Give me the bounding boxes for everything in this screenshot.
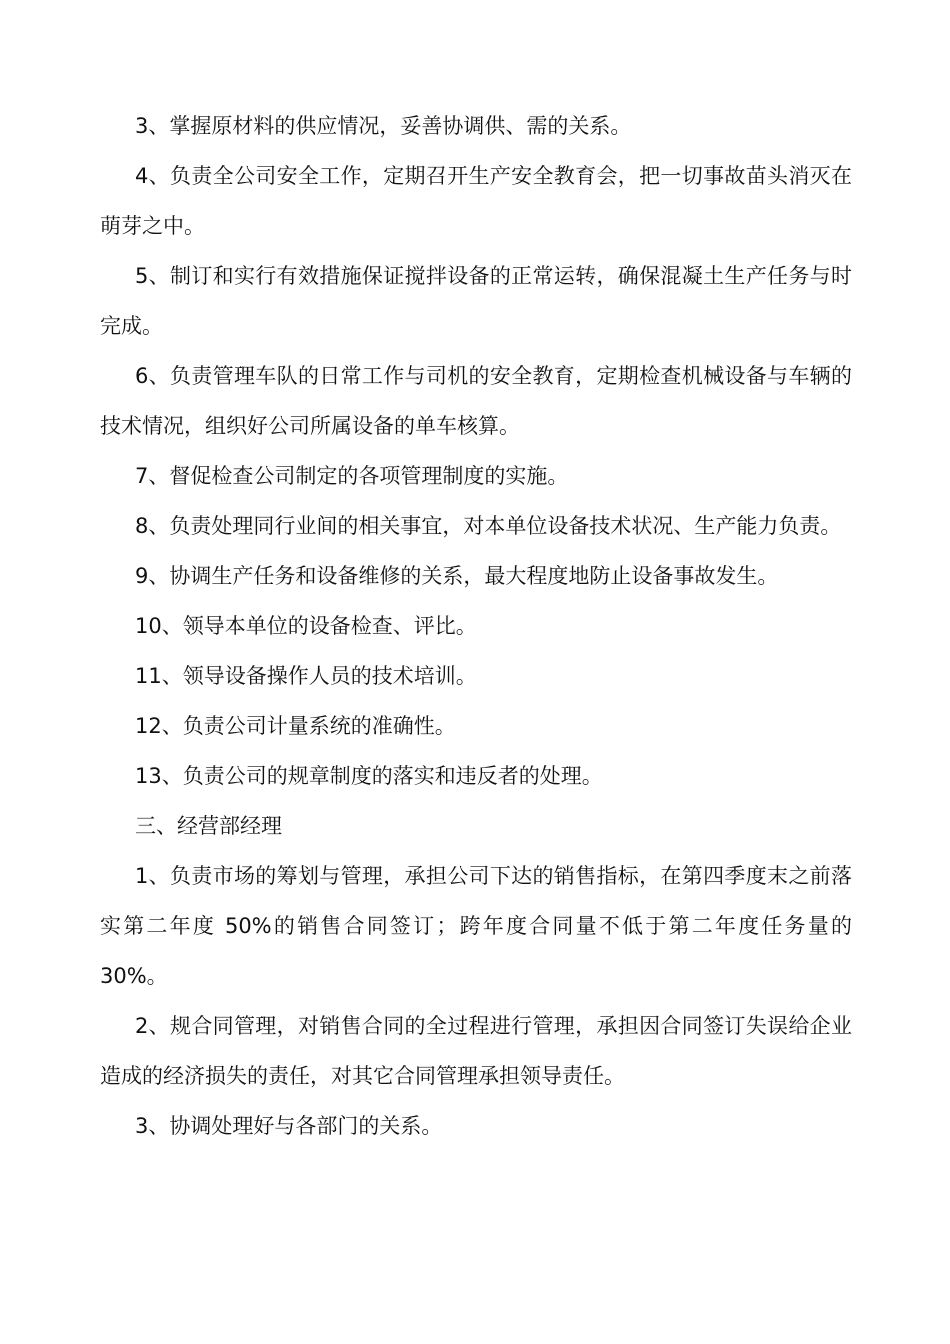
paragraph: 5、制订和实行有效措施保证搅拌设备的正常运转，确保混凝土生产任务与时完成。 — [100, 264, 852, 338]
paragraph: 7、督促检查公司制定的各项管理制度的实施。 — [135, 464, 569, 488]
paragraph: 9、协调生产任务和设备维修的关系，最大程度地防止设备事故发生。 — [135, 564, 779, 588]
paragraph: 11、领导设备操作人员的技术培训。 — [135, 664, 477, 688]
paragraph: 1、负责市场的筹划与管理，承担公司下达的销售指标，在第四季度末之前落实第二年度 50%的销售合同签订；跨年度合同量不低于第二年度任务量的 30%。 — [100, 864, 852, 988]
paragraph: 3、掌握原材料的供应情况，妥善协调供、需的关系。 — [135, 114, 632, 138]
paragraph: 4、负责全公司安全工作，定期召开生产安全教育会，把一切事故苗头消灭在萌芽之中。 — [100, 164, 852, 238]
paragraph: 3、协调处理好与各部门的关系。 — [135, 1114, 443, 1138]
paragraph: 10、领导本单位的设备检查、评比。 — [135, 614, 477, 638]
paragraph: 2、规合同管理，对销售合同的全过程进行管理，承担因合同签订失误给企业造成的经济损失的责任，对其它合同管理承担领导责任。 — [100, 1014, 852, 1088]
document-body — [100, 101, 852, 1151]
paragraph: 6、负责管理车队的日常工作与司机的安全教育，定期检查机械设备与车辆的技术情况，组织好公司所属设备的单车核算。 — [100, 364, 852, 438]
section-heading: 三、经营部经理 — [135, 814, 282, 838]
paragraph: 8、负责处理同行业间的相关事宜，对本单位设备技术状况、生产能力负责。 — [135, 514, 842, 538]
paragraph: 12、负责公司计量系统的准确性。 — [135, 714, 456, 738]
paragraph: 13、负责公司的规章制度的落实和违反者的处理。 — [135, 764, 603, 788]
